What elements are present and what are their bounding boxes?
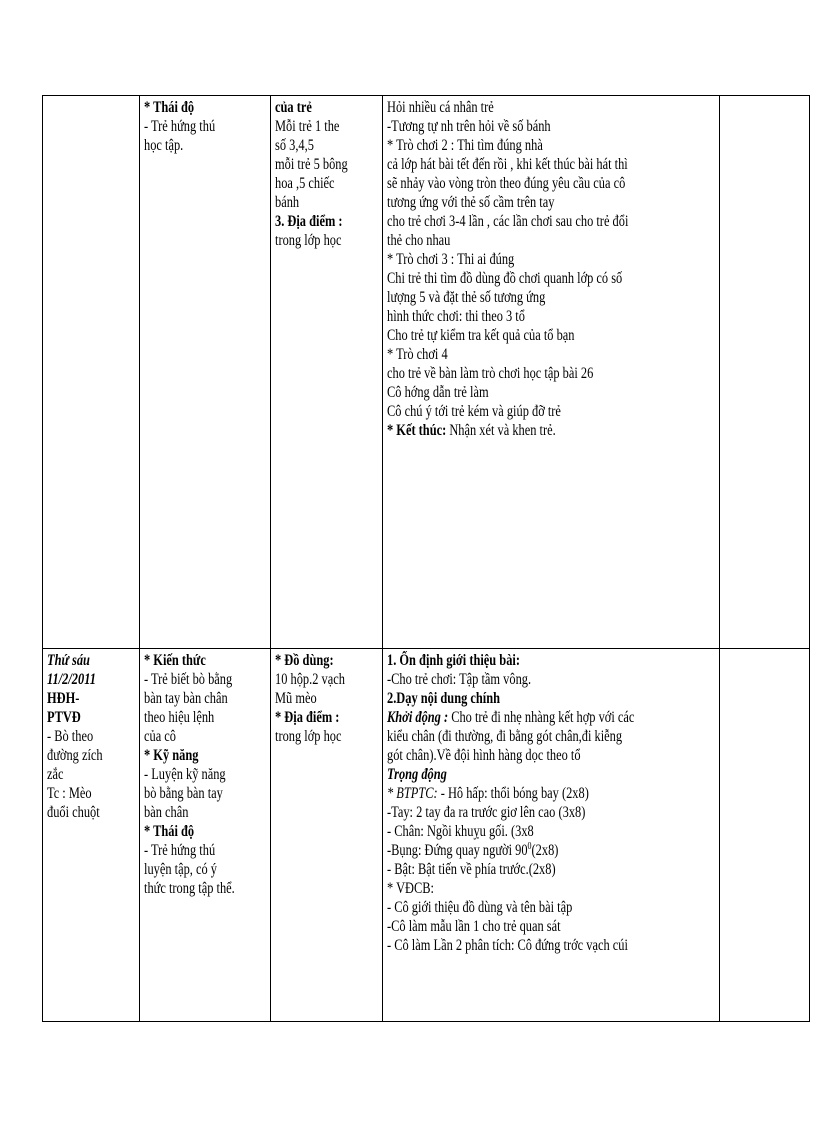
table-row	[43, 649, 810, 1022]
line-text: theo hiệu lệnh	[144, 709, 215, 726]
line-text: hình thức chơi: thi theo 3 tổ	[387, 308, 525, 325]
notes-cell	[720, 96, 810, 649]
line-text: của trẻ	[275, 99, 312, 116]
text-line	[144, 841, 242, 860]
line-text: đuổi chuột	[47, 804, 100, 821]
text-line	[275, 117, 357, 136]
table-row	[43, 96, 810, 649]
line-text-after: (2x8)	[531, 842, 559, 859]
activities-cell	[383, 96, 720, 649]
text-line	[387, 250, 649, 269]
line-text: Trọng động	[387, 766, 447, 783]
text-line	[144, 689, 242, 708]
line-text: tương ứng với thẻ số cầm trên tay	[387, 194, 555, 211]
line-text: Mỗi trẻ 1 the	[275, 118, 340, 135]
text-line	[387, 670, 649, 689]
line-text: luyện tập, có ý	[144, 861, 218, 878]
text-line	[387, 402, 649, 421]
text-line	[387, 803, 649, 822]
text-line	[387, 917, 649, 936]
line-text: thức trong tập thể.	[144, 880, 235, 897]
line-text: kiểu chân (đi thường, đi bằng gót chân,đi kiễng	[387, 728, 623, 745]
line-text: - Trẻ hứng thú	[144, 118, 216, 135]
text-line	[144, 708, 242, 727]
text-line	[144, 784, 242, 803]
text-line	[275, 727, 357, 746]
text-line	[387, 174, 649, 193]
line-text: PTVĐ	[47, 709, 81, 726]
text-line	[144, 136, 242, 155]
text-line	[387, 117, 649, 136]
text-line	[144, 879, 242, 898]
text-line	[387, 193, 649, 212]
line-text: - Luyện kỹ năng	[144, 766, 226, 783]
objectives-cell	[140, 649, 271, 1022]
superscript: 0	[527, 840, 532, 852]
line-text: bàn tay bàn chân	[144, 690, 228, 707]
line-text: HĐH-	[47, 690, 80, 707]
line-text: - Bật: Bật tiến về phía trước.(2x8)	[387, 861, 556, 878]
line-text: Cô hớng dẫn trẻ làm	[387, 384, 489, 401]
text-line	[275, 98, 357, 117]
text-line	[387, 269, 649, 288]
line-text: - Chân: Ngồi khuỵu gối. (3x8	[387, 823, 534, 840]
line-text: của cô	[144, 728, 177, 745]
text-line	[387, 689, 649, 708]
text-line	[275, 174, 357, 193]
line-text: - Trẻ hứng thú	[144, 842, 216, 859]
text-line	[47, 708, 117, 727]
text-line	[144, 651, 242, 670]
line-text: - Hô hấp: thổi bóng bay (2x8)	[440, 785, 589, 802]
text-line	[387, 936, 649, 955]
line-text: số 3,4,5	[275, 137, 314, 154]
line-text: * Địa điểm :	[275, 709, 340, 726]
text-line	[275, 670, 357, 689]
text-line	[387, 231, 649, 250]
line-text: * Trò chơi 3 : Thi ai đúng	[387, 251, 515, 268]
line-text: gót chân).Về đội hình hàng dọc theo tổ	[387, 747, 581, 764]
line-text: cho trẻ chơi 3-4 lần , các lần chơi sau cho trẻ đổi	[387, 213, 629, 230]
line-text: * Kiến thức	[144, 652, 206, 669]
line-text: 2.Dạy nội dung chính	[387, 690, 501, 707]
line-text: Mũ mèo	[275, 690, 317, 707]
objectives-cell	[140, 96, 271, 649]
text-line	[47, 727, 117, 746]
line-text: Thứ sáu	[47, 652, 90, 669]
line-text: 10 hộp.2 vạch	[275, 671, 345, 688]
text-line	[47, 651, 117, 670]
line-text: đường zích	[47, 747, 103, 764]
line-text: trong lớp học	[275, 728, 342, 745]
line-text: 3. Địa điểm :	[275, 213, 343, 230]
line-text: * Trò chơi 2 : Thi tìm đúng nhà	[387, 137, 543, 154]
text-line	[275, 708, 357, 727]
text-line	[387, 708, 649, 727]
text-line	[275, 651, 357, 670]
text-line	[387, 879, 649, 898]
line-text: zắc	[47, 766, 64, 783]
text-line	[144, 727, 242, 746]
line-text: - Cô làm Lần 2 phân tích: Cô đứng trớc vạch cúi	[387, 937, 628, 954]
text-line	[387, 288, 649, 307]
line-text: mỗi trẻ 5 bông	[275, 156, 348, 173]
line-text: 1. Ổn định giới thiệu bài:	[387, 652, 520, 669]
text-line	[387, 746, 649, 765]
line-text: * VĐCB:	[387, 880, 434, 897]
day-cell	[43, 649, 140, 1022]
line-text: bàn chân	[144, 804, 189, 821]
line-text: Tc : Mèo	[47, 785, 92, 802]
line-text: -Cô làm mẫu lần 1 cho trẻ quan sát	[387, 918, 561, 935]
text-line	[387, 765, 649, 784]
text-line	[387, 345, 649, 364]
line-text: -Tay: 2 tay đa ra trước giơ lên cao (3x8)	[387, 804, 586, 821]
text-line	[144, 98, 242, 117]
line-text: -Tương tự nh trên hỏi về số bánh	[387, 118, 551, 135]
materials-cell	[271, 96, 383, 649]
text-line	[144, 803, 242, 822]
line-text: bò bằng bàn tay	[144, 785, 223, 802]
day-cell	[43, 96, 140, 649]
activities-cell	[383, 649, 720, 1022]
text-line	[387, 383, 649, 402]
line-text: lượng 5 và đặt thẻ số tương ứng	[387, 289, 546, 306]
text-line	[387, 860, 649, 879]
text-line	[387, 136, 649, 155]
text-line	[387, 98, 649, 117]
text-line	[387, 212, 649, 231]
text-line	[275, 231, 357, 250]
text-line	[387, 155, 649, 174]
line-text: sẽ nhảy vào vòng tròn theo đúng yêu cầu của cô	[387, 175, 626, 192]
text-line	[47, 803, 117, 822]
line-text: * Trò chơi 4	[387, 346, 448, 363]
line-lead: * Kết thúc:	[387, 422, 447, 439]
line-text: Cô chú ý tới trẻ kém và giúp đỡ trẻ	[387, 403, 561, 420]
line-text: trong lớp học	[275, 232, 342, 249]
text-line	[47, 765, 117, 784]
text-line	[47, 689, 117, 708]
text-line	[144, 746, 242, 765]
text-line	[144, 860, 242, 879]
text-line	[275, 689, 357, 708]
line-text: * Đồ dùng:	[275, 652, 334, 669]
line-text: Nhận xét và khen trẻ.	[449, 422, 556, 439]
text-line	[47, 746, 117, 765]
notes-cell	[720, 649, 810, 1022]
text-line	[275, 193, 357, 212]
line-lead: Khởi động :	[387, 709, 449, 726]
text-line	[387, 822, 649, 841]
text-line	[387, 421, 649, 440]
line-text: cho trẻ về bàn làm trò chơi học tập bài 26	[387, 365, 594, 382]
line-text: * Kỹ năng	[144, 747, 199, 764]
line-text: Chi trẻ thi tìm đồ dùng đồ chơi quanh lớp có số	[387, 270, 623, 287]
line-text: Cho trẻ đi nhẹ nhàng kết hợp với các	[451, 709, 635, 726]
line-text: * Thái độ	[144, 99, 195, 116]
line-text: bánh	[275, 194, 300, 211]
line-text: - Cô giới thiệu đồ dùng và tên bài tập	[387, 899, 573, 916]
line-text: hoa ,5 chiếc	[275, 175, 335, 192]
line-text: -Cho trẻ chơi: Tập tầm vông.	[387, 671, 532, 688]
text-line	[47, 784, 117, 803]
text-line	[387, 307, 649, 326]
line-text: -Bụng: Đứng quay người 90	[387, 842, 528, 859]
line-text: 11/2/2011	[47, 671, 96, 688]
materials-cell	[271, 649, 383, 1022]
lesson-plan-table	[42, 95, 810, 1022]
text-line	[387, 784, 649, 803]
line-text: * Thái độ	[144, 823, 195, 840]
line-text: Cho trẻ tự kiểm tra kết quả của tổ bạn	[387, 327, 575, 344]
line-text: - Trẻ biết bò bằng	[144, 671, 233, 688]
text-line	[275, 136, 357, 155]
text-line	[387, 651, 649, 670]
text-line	[387, 364, 649, 383]
text-line	[47, 670, 117, 689]
text-line	[144, 765, 242, 784]
text-line	[144, 822, 242, 841]
line-text: cả lớp hát bài tết đến rồi , khi kết thúc bài hát thì	[387, 156, 628, 173]
line-text: - Bò theo	[47, 728, 94, 745]
text-line	[387, 841, 649, 860]
text-line	[387, 727, 649, 746]
line-text: học tập.	[144, 137, 184, 154]
text-line	[275, 155, 357, 174]
text-line	[275, 212, 357, 231]
text-line	[144, 117, 242, 136]
line-lead: * BTPTC:	[387, 785, 438, 802]
text-line	[144, 670, 242, 689]
line-text: Hỏi nhiều cá nhân trẻ	[387, 99, 494, 116]
line-text: thẻ cho nhau	[387, 232, 451, 249]
text-line	[387, 898, 649, 917]
text-line	[387, 326, 649, 345]
